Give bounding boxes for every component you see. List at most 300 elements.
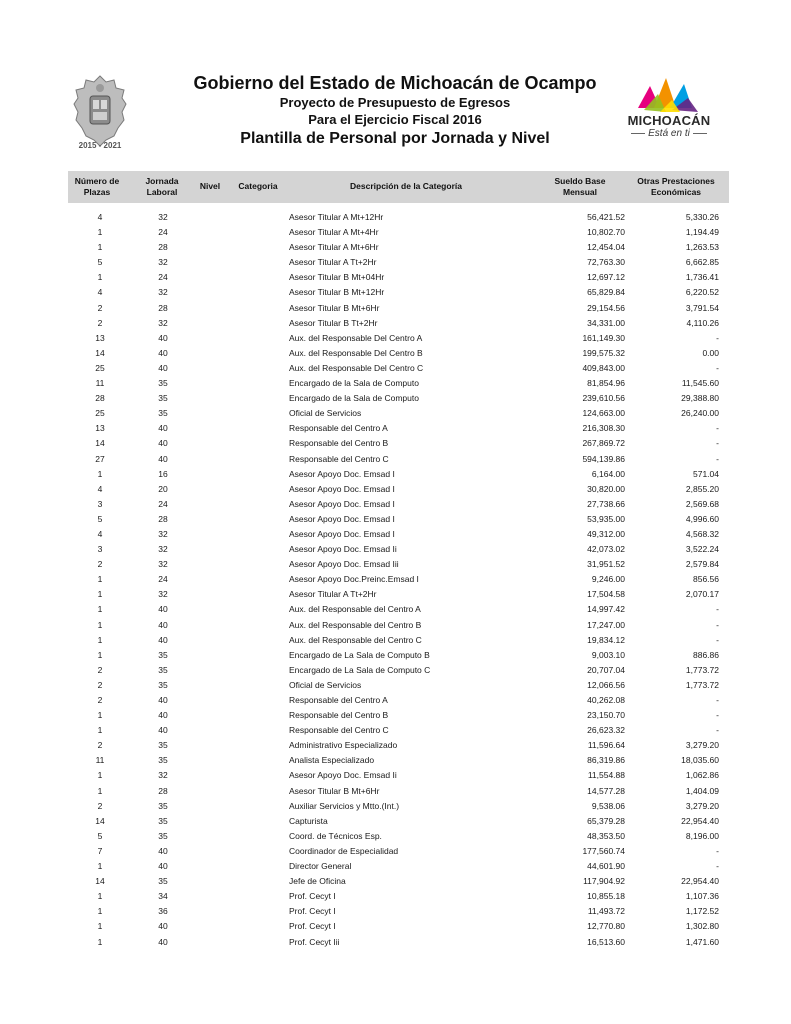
cell-plazas: 1	[97, 242, 103, 253]
cell-descripcion: Capturista	[289, 815, 328, 826]
cell-plazas: 1	[97, 649, 103, 660]
cell-sueldo: 23,150.70	[587, 710, 625, 721]
cell-jornada: 28	[158, 242, 168, 253]
cell-plazas: 2	[97, 302, 103, 313]
table-row	[0, 285, 791, 300]
cell-jornada: 35	[158, 815, 168, 826]
cell-plazas: 1	[97, 861, 103, 872]
cell-descripcion: Asesor Apoyo Doc. Emsad I	[289, 468, 395, 479]
cell-jornada: 40	[158, 936, 168, 947]
table-row	[0, 919, 791, 934]
table-row	[0, 361, 791, 376]
cell-sueldo: 27,738.66	[587, 498, 625, 509]
cell-jornada: 40	[158, 634, 168, 645]
cell-jornada: 40	[158, 695, 168, 705]
cell-otras-prestaciones: 4,568.32	[685, 528, 719, 539]
table-row	[0, 316, 791, 331]
cell-sueldo: 124,663.00	[582, 408, 625, 419]
cell-otras-prestaciones: 2,855.20	[685, 483, 719, 494]
cell-jornada: 40	[158, 845, 168, 856]
cell-sueldo: 10,802.70	[587, 227, 625, 238]
table-row	[0, 935, 791, 950]
cell-plazas: 1	[97, 589, 103, 600]
cell-descripcion: Encargado de La Sala de Computo B	[289, 649, 430, 660]
cell-jornada: 24	[158, 574, 168, 585]
cell-descripcion: Asesor Apoyo Doc. Emsad I	[289, 528, 395, 539]
cell-jornada: 40	[158, 332, 168, 343]
cell-jornada: 35	[158, 800, 168, 811]
table-row	[0, 784, 791, 799]
table-row	[0, 421, 791, 436]
cell-descripcion: Asesor Titular A Mt+4Hr	[289, 227, 379, 238]
cell-descripcion: Aux. del Responsable Del Centro A	[289, 332, 423, 343]
cell-jornada: 32	[158, 528, 168, 539]
cell-jornada: 28	[158, 513, 168, 524]
table-row	[0, 602, 791, 617]
cell-plazas: 1	[97, 725, 103, 736]
cell-plazas: 7	[97, 845, 103, 856]
cell-jornada: 28	[158, 302, 168, 313]
cell-otras-prestaciones: 1,773.72	[685, 664, 719, 675]
cell-sueldo: 19,834.12	[587, 634, 625, 645]
cell-descripcion: Responsable del Centro C	[289, 453, 389, 464]
cell-plazas: 1	[97, 468, 103, 479]
cell-sueldo: 30,820.00	[587, 483, 625, 494]
cell-plazas: 4	[97, 483, 103, 494]
table-row	[0, 859, 791, 874]
cell-descripcion: Aux. del Responsable Del Centro C	[289, 362, 424, 373]
cell-sueldo: 11,554.88	[587, 770, 625, 781]
logo-wordmark: MICHOACÁN	[627, 113, 711, 128]
cell-jornada: 34	[158, 891, 168, 902]
cell-otras-prestaciones: 26,240.00	[681, 408, 719, 419]
cell-sueldo: 53,935.00	[587, 513, 625, 524]
cell-sueldo: 12,770.80	[587, 921, 625, 932]
table-body	[0, 210, 791, 950]
table-row	[0, 768, 791, 783]
cell-descripcion: Auxiliar Servicios y Mtto.(Int.)	[289, 800, 400, 811]
table-row	[0, 814, 791, 829]
cell-otras-prestaciones: 1,736.41	[685, 272, 719, 283]
table-row	[0, 482, 791, 497]
table-row	[0, 255, 791, 270]
col-header-categoria: Categoria	[238, 181, 278, 191]
cell-sueldo: 17,504.58	[587, 589, 625, 600]
cell-plazas: 14	[95, 438, 105, 449]
cell-descripcion: Responsable del Centro C	[289, 725, 389, 736]
cell-otras-prestaciones: -	[716, 604, 719, 615]
cell-jornada: 40	[158, 619, 168, 630]
cell-jornada: 16	[158, 468, 168, 479]
table-row	[0, 331, 791, 346]
cell-sueldo: 239,610.56	[582, 393, 625, 404]
cell-descripcion: Responsable del Centro A	[289, 695, 388, 705]
cell-plazas: 2	[97, 740, 103, 751]
cell-otras-prestaciones: 22,954.40	[681, 815, 719, 826]
cell-plazas: 13	[95, 332, 105, 343]
cell-descripcion: Prof. Cecyt I	[289, 921, 336, 932]
page-title: Gobierno del Estado de Michoacán de Ocampo	[193, 73, 597, 93]
table-row	[0, 663, 791, 678]
cell-otras-prestaciones: 1,194.49	[685, 227, 719, 238]
cell-plazas: 11	[95, 378, 105, 389]
cell-descripcion: Aux. del Responsable del Centro A	[289, 604, 421, 615]
seal-years: 2015 - 2021	[78, 141, 122, 150]
cell-descripcion: Asesor Titular B Tt+2Hr	[289, 317, 378, 328]
cell-plazas: 2	[97, 664, 103, 675]
cell-jornada: 35	[158, 393, 168, 404]
table-row	[0, 723, 791, 738]
cell-jornada: 40	[158, 921, 168, 932]
cell-otras-prestaciones: 2,070.17	[685, 589, 719, 600]
table-row	[0, 406, 791, 421]
table-row	[0, 633, 791, 648]
cell-sueldo: 267,869.72	[582, 438, 625, 449]
table-header	[68, 171, 729, 203]
cell-otras-prestaciones: -	[716, 438, 719, 449]
cell-plazas: 1	[97, 574, 103, 585]
table-row	[0, 618, 791, 633]
cell-otras-prestaciones: 3,279.20	[685, 740, 719, 751]
table-row	[0, 557, 791, 572]
cell-jornada: 40	[158, 861, 168, 872]
cell-plazas: 11	[95, 755, 105, 766]
cell-sueldo: 86,319.86	[587, 755, 625, 766]
cell-plazas: 25	[95, 362, 105, 373]
cell-plazas: 1	[97, 604, 103, 615]
cell-sueldo: 81,854.96	[587, 378, 625, 389]
table-row	[0, 708, 791, 723]
cell-jornada: 32	[158, 544, 168, 555]
cell-plazas: 5	[97, 513, 103, 524]
cell-jornada: 40	[158, 710, 168, 721]
cell-sueldo: 48,353.50	[587, 830, 625, 841]
cell-otras-prestaciones: -	[716, 710, 719, 721]
cell-descripcion: Aux. del Responsable Del Centro B	[289, 347, 423, 358]
table-row	[0, 542, 791, 557]
cell-otras-prestaciones: 3,522.24	[685, 544, 719, 555]
table-row	[0, 829, 791, 844]
cell-otras-prestaciones: 0.00	[702, 347, 719, 358]
cell-plazas: 1	[97, 906, 103, 917]
cell-plazas: 5	[97, 830, 103, 841]
cell-plazas: 2	[97, 800, 103, 811]
cell-sueldo: 26,623.32	[587, 725, 625, 736]
cell-jornada: 35	[158, 408, 168, 419]
table-row	[0, 240, 791, 255]
col-header-plazas: Número de Plazas	[74, 176, 120, 197]
cell-otras-prestaciones: -	[716, 619, 719, 630]
cell-descripcion: Asesor Apoyo Doc. Emsad Iii	[289, 559, 399, 570]
cell-sueldo: 17,247.00	[587, 619, 625, 630]
cell-plazas: 28	[95, 393, 105, 404]
cell-plazas: 2	[97, 695, 103, 705]
cell-descripcion: Prof. Cecyt I	[289, 906, 336, 917]
cell-plazas: 1	[97, 634, 103, 645]
table-row	[0, 753, 791, 768]
cell-descripcion: Asesor Titular A Mt+6Hr	[289, 242, 379, 253]
cell-otras-prestaciones: 1,773.72	[685, 679, 719, 690]
cell-descripcion: Encargado de La Sala de Computo C	[289, 664, 431, 675]
table-row	[0, 844, 791, 859]
cell-otras-prestaciones: 11,545.60	[681, 378, 719, 389]
cell-plazas: 2	[97, 559, 103, 570]
cell-otras-prestaciones: 1,302.80	[685, 921, 719, 932]
cell-plazas: 27	[95, 453, 105, 464]
cell-jornada: 28	[158, 785, 168, 796]
cell-plazas: 1	[97, 710, 103, 721]
cell-sueldo: 594,139.86	[582, 453, 625, 464]
cell-jornada: 35	[158, 876, 168, 887]
cell-otras-prestaciones: 1,263.53	[685, 242, 719, 253]
cell-jornada: 35	[158, 740, 168, 751]
cell-jornada: 32	[158, 287, 168, 298]
table-row	[0, 270, 791, 285]
cell-descripcion: Asesor Titular B Mt+6Hr	[289, 785, 380, 796]
cell-otras-prestaciones: -	[716, 861, 719, 872]
cell-sueldo: 409,843.00	[582, 362, 625, 373]
cell-descripcion: Aux. del Responsable del Centro B	[289, 619, 422, 630]
cell-sueldo: 56,421.52	[587, 212, 625, 222]
title-block	[160, 72, 630, 150]
cell-otras-prestaciones: 2,569.68	[685, 498, 719, 509]
cell-jornada: 32	[158, 212, 168, 222]
cell-descripcion: Asesor Apoyo Doc. Emsad Ii	[289, 544, 397, 555]
cell-sueldo: 14,997.42	[587, 604, 625, 615]
cell-sueldo: 16,513.60	[587, 936, 625, 947]
cell-otras-prestaciones: -	[716, 634, 719, 645]
cell-descripcion: Oficial de Servicios	[289, 679, 362, 690]
cell-plazas: 1	[97, 227, 103, 238]
cell-jornada: 40	[158, 347, 168, 358]
cell-descripcion: Oficial de Servicios	[289, 408, 362, 419]
table-row	[0, 527, 791, 542]
cell-sueldo: 31,951.52	[587, 559, 625, 570]
cell-sueldo: 12,454.04	[587, 242, 625, 253]
cell-jornada: 35	[158, 649, 168, 660]
cell-sueldo: 12,066.56	[587, 679, 625, 690]
cell-descripcion: Asesor Titular B Mt+6Hr	[289, 302, 380, 313]
cell-jornada: 35	[158, 378, 168, 389]
cell-plazas: 4	[97, 528, 103, 539]
cell-jornada: 35	[158, 679, 168, 690]
cell-sueldo: 199,575.32	[582, 347, 625, 358]
cell-sueldo: 11,596.64	[587, 740, 625, 751]
table-row	[0, 467, 791, 482]
cell-descripcion: Asesor Titular B Mt+12Hr	[289, 287, 385, 298]
cell-plazas: 1	[97, 891, 103, 902]
cell-descripcion: Encargado de la Sala de Computo	[289, 393, 419, 404]
cell-descripcion: Encargado de la Sala de Computo	[289, 378, 419, 389]
cell-plazas: 1	[97, 785, 103, 796]
cell-otras-prestaciones: 22,954.40	[681, 876, 719, 887]
table-row	[0, 376, 791, 391]
cell-otras-prestaciones: 856.56	[693, 574, 719, 585]
cell-otras-prestaciones: 3,791.54	[685, 302, 719, 313]
cell-plazas: 1	[97, 936, 103, 947]
cell-descripcion: Aux. del Responsable del Centro C	[289, 634, 422, 645]
cell-otras-prestaciones: 5,330.26	[685, 212, 719, 222]
col-header-jornada: Jornada Laboral	[145, 176, 179, 197]
cell-jornada: 40	[158, 438, 168, 449]
cell-plazas: 1	[97, 619, 103, 630]
cell-jornada: 32	[158, 770, 168, 781]
table-row	[0, 572, 791, 587]
cell-descripcion: Responsable del Centro B	[289, 710, 389, 721]
cell-plazas: 4	[97, 287, 103, 298]
cell-descripcion: Asesor Apoyo Doc.Preinc.Emsad I	[289, 574, 419, 585]
cell-descripcion: Asesor Titular A Tt+2Hr	[289, 257, 377, 268]
cell-plazas: 5	[97, 257, 103, 268]
cell-otras-prestaciones: 6,662.85	[685, 257, 719, 268]
cell-plazas: 3	[97, 498, 103, 509]
document-header	[0, 0, 791, 165]
table-row	[0, 497, 791, 512]
cell-jornada: 24	[158, 272, 168, 283]
table-row	[0, 693, 791, 708]
cell-descripcion: Asesor Apoyo Doc. Emsad I	[289, 513, 395, 524]
cell-otras-prestaciones: 4,996.60	[685, 513, 719, 524]
col-header-nivel: Nivel	[199, 181, 221, 191]
cell-otras-prestaciones: 1,062.86	[685, 770, 719, 781]
cell-otras-prestaciones: 1,107.36	[685, 891, 719, 902]
cell-otras-prestaciones: 886.86	[693, 649, 719, 660]
cell-sueldo: 42,073.02	[587, 544, 625, 555]
cell-sueldo: 11,493.72	[587, 906, 625, 917]
cell-jornada: 40	[158, 453, 168, 464]
cell-descripcion: Coord. de Técnicos Esp.	[289, 830, 382, 841]
table-row	[0, 210, 791, 225]
cell-plazas: 25	[95, 408, 105, 419]
cell-jornada: 20	[158, 483, 168, 494]
cell-sueldo: 9,003.10	[591, 649, 625, 660]
table-row	[0, 452, 791, 467]
cell-jornada: 24	[158, 227, 168, 238]
cell-otras-prestaciones: 1,471.60	[685, 936, 719, 947]
cell-otras-prestaciones: 29,388.80	[681, 393, 719, 404]
cell-descripcion: Responsable del Centro B	[289, 438, 389, 449]
cell-otras-prestaciones: -	[716, 725, 719, 736]
page-subtitle-3: Plantilla de Personal por Jornada y Nivel	[240, 130, 550, 147]
cell-jornada: 40	[158, 604, 168, 615]
table-row	[0, 904, 791, 919]
cell-jornada: 36	[158, 906, 168, 917]
table-row	[0, 678, 791, 693]
cell-jornada: 32	[158, 559, 168, 570]
cell-plazas: 14	[95, 347, 105, 358]
cell-descripcion: Responsable del Centro A	[289, 423, 388, 434]
cell-sueldo: 34,331.00	[587, 317, 625, 328]
cell-sueldo: 12,697.12	[587, 272, 625, 283]
cell-plazas: 1	[97, 770, 103, 781]
cell-sueldo: 72,763.30	[587, 257, 625, 268]
cell-otras-prestaciones: 6,220.52	[685, 287, 719, 298]
cell-otras-prestaciones: -	[716, 453, 719, 464]
cell-otras-prestaciones: 1,172.52	[685, 906, 719, 917]
cell-sueldo: 10,855.18	[587, 891, 625, 902]
table-row	[0, 889, 791, 904]
table-row	[0, 648, 791, 663]
page-subtitle-1: Proyecto de Presupuesto de Egresos	[279, 95, 511, 110]
cell-jornada: 40	[158, 362, 168, 373]
cell-descripcion: Director General	[289, 861, 352, 872]
cell-jornada: 32	[158, 317, 168, 328]
cell-plazas: 3	[97, 544, 103, 555]
cell-otras-prestaciones: 4,110.26	[686, 317, 719, 328]
cell-sueldo: 216,308.30	[582, 423, 625, 434]
col-header-sueldo: Sueldo Base Mensual	[554, 176, 606, 197]
cell-descripcion: Analista Especializado	[289, 755, 375, 766]
cell-sueldo: 65,829.84	[587, 287, 625, 298]
cell-sueldo: 161,149.30	[582, 332, 625, 343]
table-row	[0, 225, 791, 240]
cell-sueldo: 29,154.56	[587, 302, 625, 313]
cell-sueldo: 14,577.28	[587, 785, 625, 796]
table-row	[0, 301, 791, 316]
col-header-otras: Otras Prestaciones Económicas	[637, 176, 715, 197]
cell-otras-prestaciones: 8,196.00	[685, 830, 719, 841]
cell-sueldo: 49,312.00	[587, 528, 625, 539]
cell-jornada: 35	[158, 830, 168, 841]
cell-jornada: 35	[158, 755, 168, 766]
table-row	[0, 391, 791, 406]
cell-sueldo: 9,538.06	[591, 800, 625, 811]
cell-descripcion: Asesor Apoyo Doc. Emsad I	[289, 483, 395, 494]
cell-plazas: 4	[97, 212, 103, 222]
cell-plazas: 2	[97, 679, 103, 690]
cell-sueldo: 44,601.90	[587, 861, 625, 872]
cell-jornada: 35	[158, 664, 168, 675]
cell-plazas: 14	[95, 815, 105, 826]
cell-otras-prestaciones: -	[716, 695, 719, 705]
cell-plazas: 14	[95, 876, 105, 887]
cell-descripcion: Asesor Titular B Mt+04Hr	[289, 272, 385, 283]
cell-sueldo: 40,262.08	[587, 695, 625, 705]
cell-descripcion: Asesor Titular A Mt+12Hr	[289, 212, 384, 222]
table-row	[0, 738, 791, 753]
cell-sueldo: 65,379.28	[587, 815, 625, 826]
cell-sueldo: 20,707.04	[587, 664, 625, 675]
cell-otras-prestaciones: 18,035.60	[681, 755, 719, 766]
cell-otras-prestaciones: 3,279.20	[685, 800, 719, 811]
logo-tagline: Está en ti	[614, 128, 724, 139]
cell-otras-prestaciones: 1,404.09	[685, 785, 719, 796]
cell-descripcion: Asesor Titular A Tt+2Hr	[289, 589, 377, 600]
cell-descripcion: Asesor Apoyo Doc. Emsad I	[289, 498, 395, 509]
cell-otras-prestaciones: -	[716, 332, 719, 343]
page-subtitle-2: Para el Ejercicio Fiscal 2016	[308, 112, 482, 127]
cell-otras-prestaciones: 571.04	[693, 468, 719, 479]
cell-descripcion: Prof. Cecyt I	[289, 891, 336, 902]
cell-descripcion: Coordinador de Especialidad	[289, 845, 399, 856]
cell-jornada: 24	[158, 498, 168, 509]
table-row	[0, 436, 791, 451]
table-row	[0, 587, 791, 602]
cell-plazas: 1	[97, 921, 103, 932]
cell-jornada: 32	[158, 257, 168, 268]
cell-plazas: 2	[97, 317, 103, 328]
cell-otras-prestaciones: -	[716, 845, 719, 856]
cell-sueldo: 177,560.74	[582, 845, 625, 856]
cell-sueldo: 117,904.92	[583, 876, 625, 887]
cell-otras-prestaciones: -	[716, 423, 719, 434]
cell-sueldo: 6,164.00	[591, 468, 625, 479]
table-row	[0, 512, 791, 527]
table-row	[0, 346, 791, 361]
cell-sueldo: 9,246.00	[591, 574, 625, 585]
col-header-descripcion: Descripción de la Categoría	[350, 181, 462, 191]
cell-descripcion: Jefe de Oficina	[289, 876, 346, 887]
